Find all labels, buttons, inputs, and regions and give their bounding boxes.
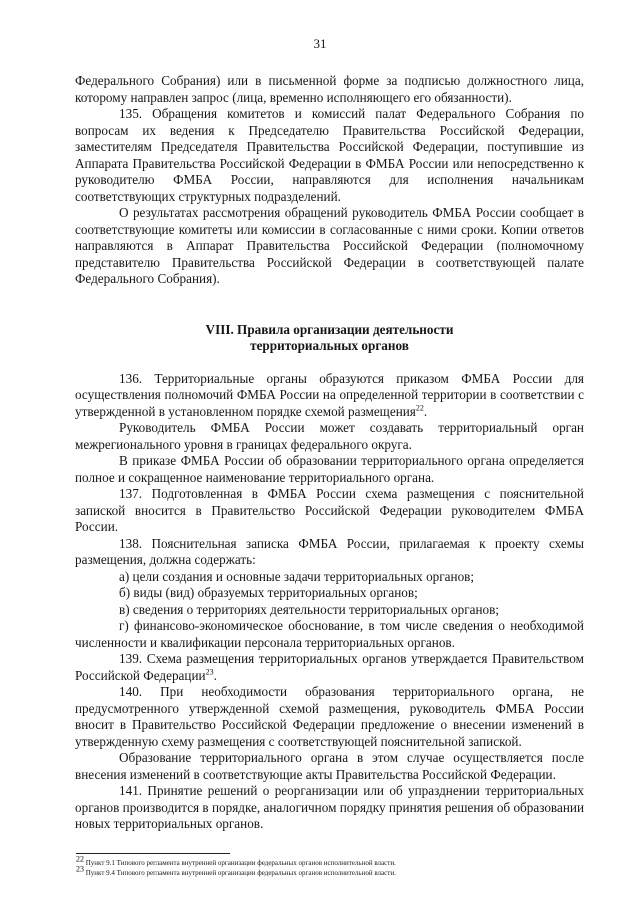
list-item: г) финансово-экономическое обоснование, в том числе сведения о необходимой численности и квалификации персонала территориальных органов. [75,618,584,650]
section-heading-line: VIII. Правила организации деятельности [205,321,454,337]
paragraph: Образование территориального органа в этом случае осуществляется после внесения изменений в соответствующие акты Правительства Российской Федерации. [75,750,584,782]
paragraph: В приказе ФМБА России об образовании территориального органа определяется полное и сокращенное наименование территориального органа. [75,453,584,485]
paragraph-text: 136. Территориальные органы образуются приказом ФМБА России для осуществления полномочий ФМБА России на определенной территории в соответствии с утвержденной в установленном порядке схемой размещения [75,370,584,419]
paragraph-text: 139. Схема размещения территориальных органов утверждается Правительством Российской Федерации [75,651,584,683]
page-number: 31 [313,36,327,51]
paragraph: 138. Пояснительная записка ФМБА России, прилагаемая к проекту схемы размещения, должна содержать: [75,535,584,567]
footnote-ref: 22 [415,403,424,413]
footnote-text: Пункт 9.4 Типового регламента внутренней организации федеральных органов исполнительной власти. [85,869,396,877]
list-item: а) цели создания и основные задачи территориальных органов; [119,568,475,584]
punctuation: . [213,667,217,683]
footnote-mark: 22 [76,854,84,864]
document-body [75,73,584,833]
footnote-divider [76,853,230,854]
footnote [76,864,585,878]
section-heading [75,322,584,355]
footnote-text: Пункт 9.1 Типового регламента внутренней организации федеральных органов исполнительной власти. [85,859,396,867]
footnote-mark: 23 [76,864,84,874]
paragraph-139 [75,651,584,684]
paragraph: 140. При необходимости образования территориального органа, не предусмотренного утвержденной схемой размещения, руководитель ФМБА России вносит в Правительство Российской Федерации предложение о внесении изменений в утвержденную схему размещения с соответствующей пояснительной запиской. [75,684,584,749]
paragraph: О результатах рассмотрения обращений руководитель ФМБА России сообщает в соответствующие комитеты или комиссии в согласованные с ними сроки. Копии ответов направляются в Аппарат Правительства Российской Федерации (полномочному представителю Правительства Российской Федерации в соответствующей палате Федерального Собрания). [75,205,584,286]
footnotes [76,854,585,878]
paragraph-136 [75,371,584,421]
paragraph: 137. Подготовленная в ФМБА России схема размещения с пояснительной запиской вносится в Правительство Российской Федерации руководителем ФМБА России. [75,486,584,534]
paragraph: Руководитель ФМБА России может создавать территориальный орган межрегионального уровня в границах федерального округа. [75,420,584,452]
footnote [76,854,585,868]
punctuation: . [423,403,428,419]
list-item: б) виды (вид) образуемых территориальных органов; [119,585,418,600]
paragraph: Федерального Собрания) или в письменной форме за подписью должностного лица, которому направлен запрос (лица, временно исполняющего его обязанности). [75,73,584,105]
paragraph: 141. Принятие решений о реорганизации или об упразднении территориальных органов производится в порядке, аналогичном порядку принятия решения об образовании новых территориальных органов. [75,783,584,831]
footnote-ref: 23 [205,667,214,677]
section-heading-line: территориальных органов [250,338,409,353]
paragraph: 135. Обращения комитетов и комиссий палат Федерального Собрания по вопросам их ведения к Председателю Правительства Российской Федерации, заместителям Председателя Правительства Российской Федерации, поступившие из Аппарата Правительства Российской Федерации в ФМБА России или непосредственно к руководителю ФМБА России, направляются для исполнения начальникам соответствующих структурных подразделений. [75,106,584,204]
list-item: в) сведения о территориях деятельности территориальных органов; [119,601,500,617]
